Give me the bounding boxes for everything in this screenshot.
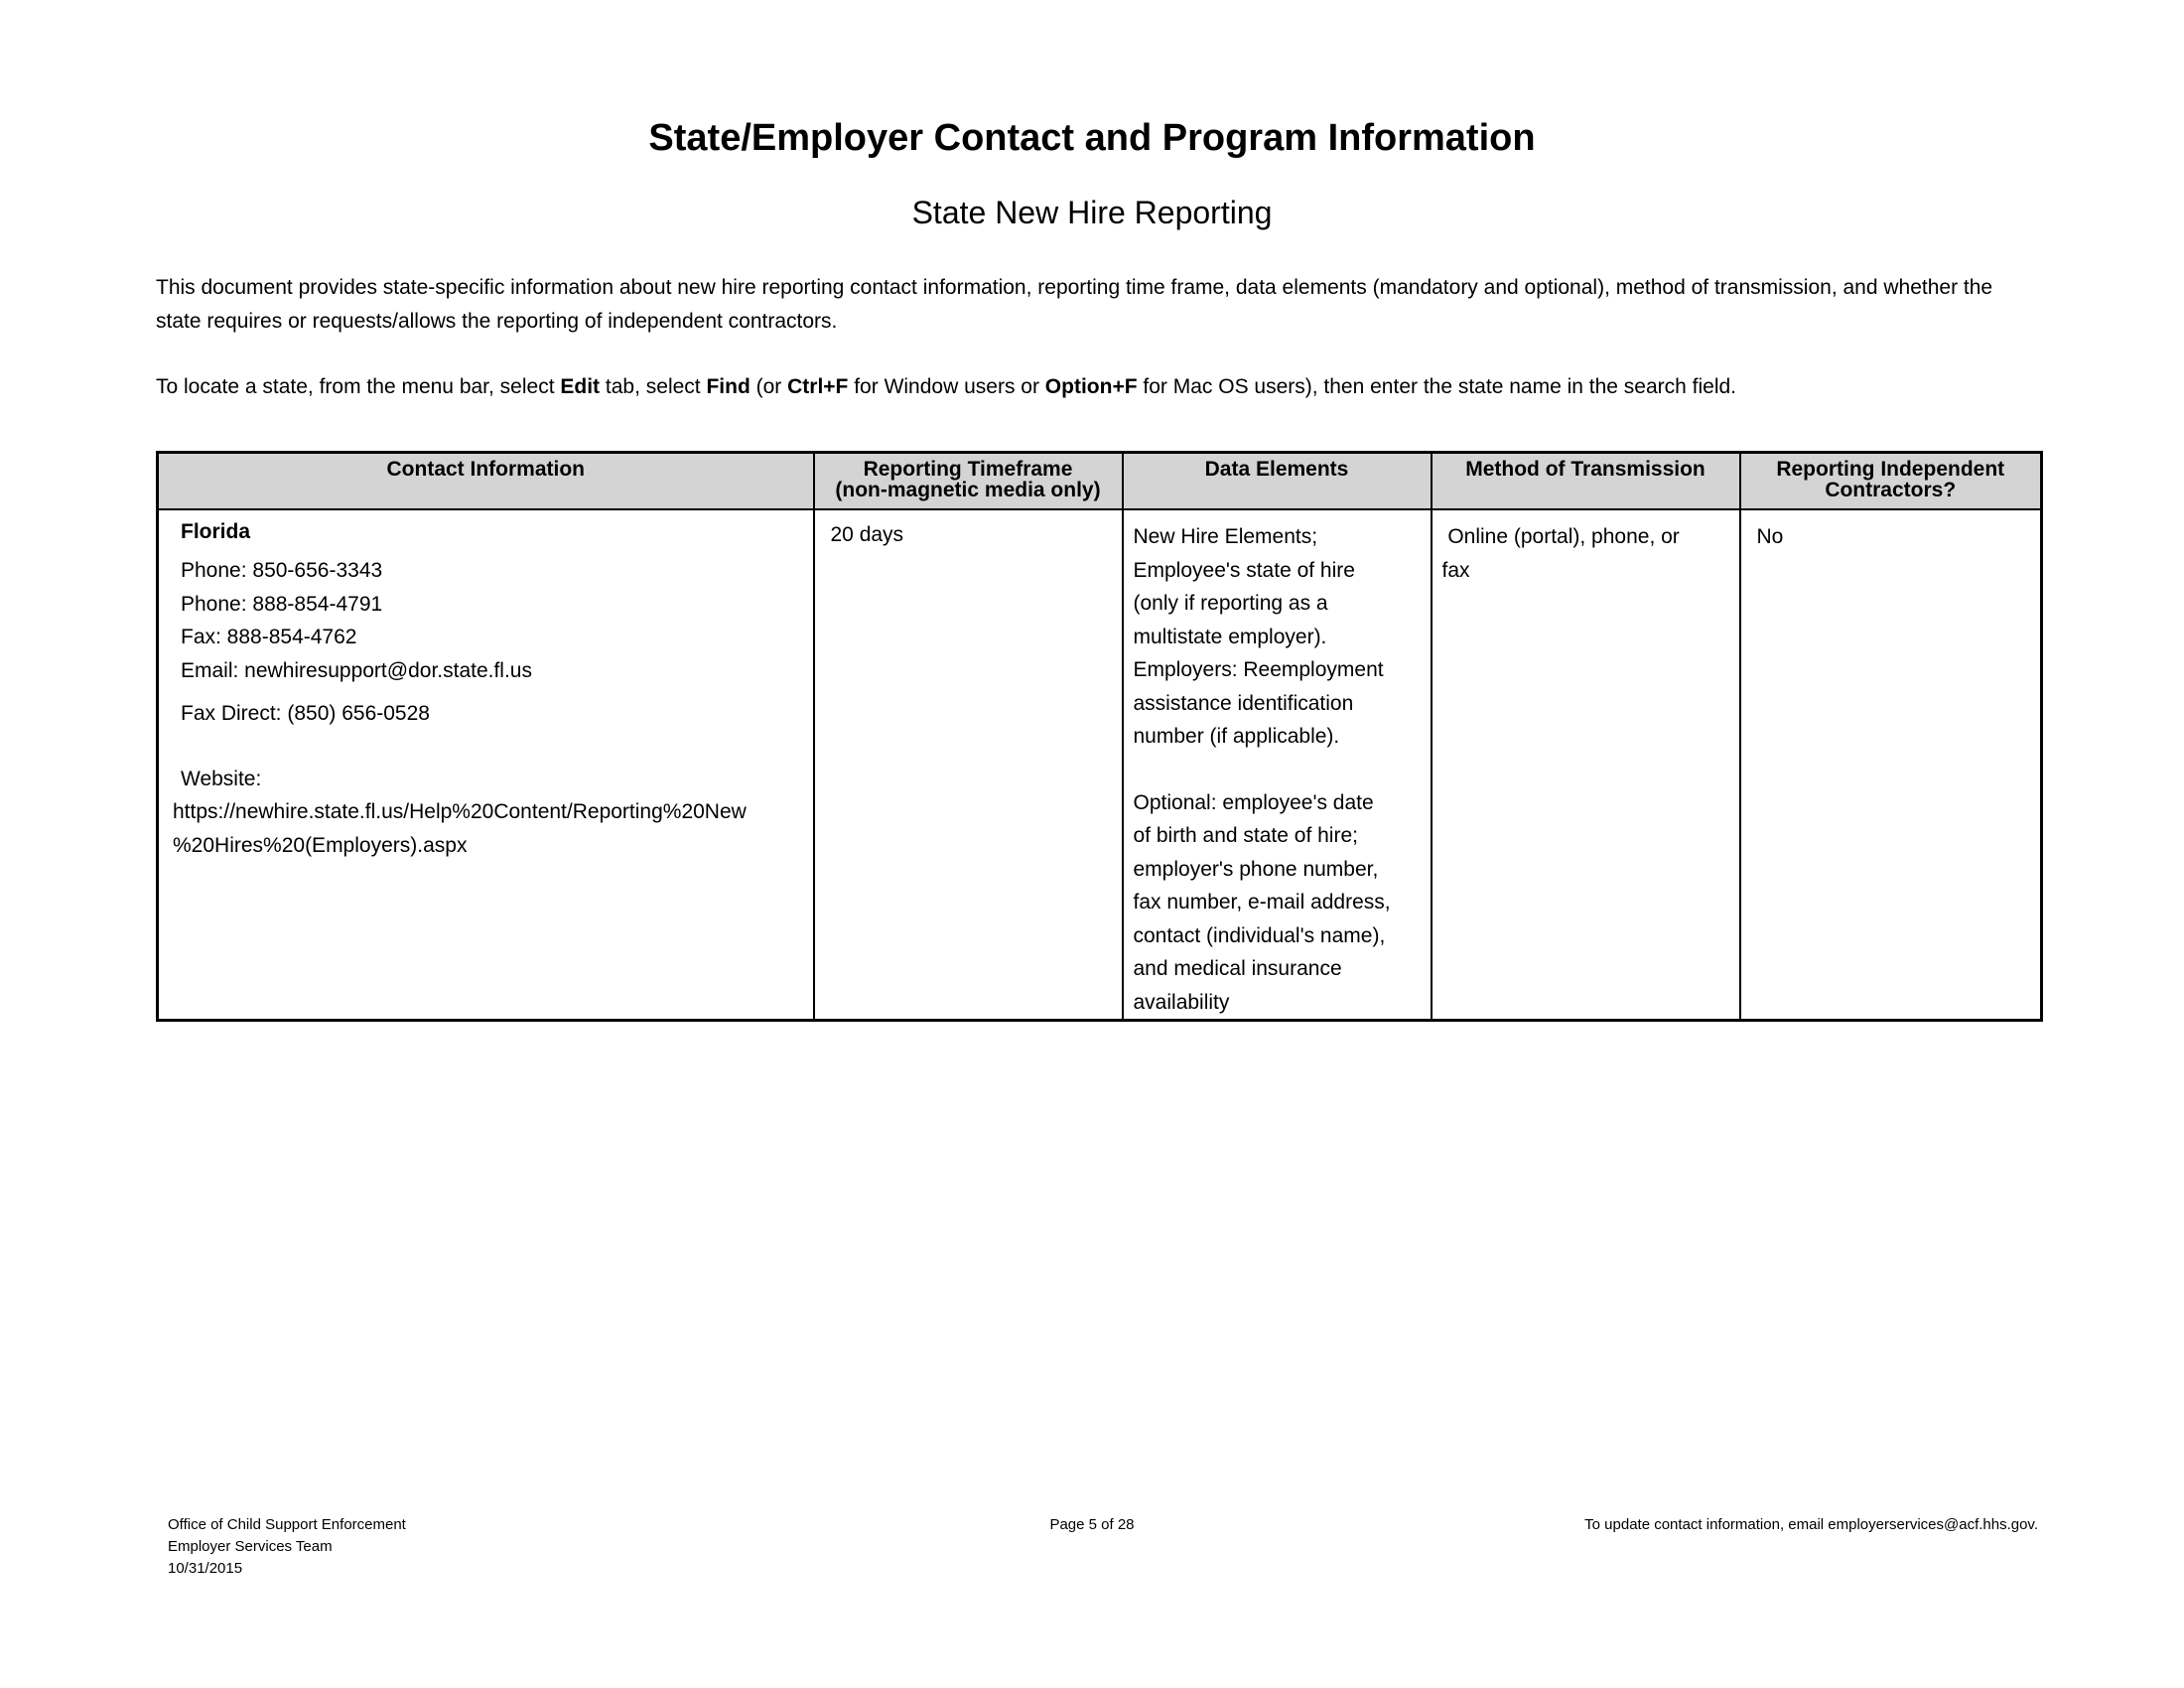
table-header-row	[158, 453, 2042, 510]
state-name: Florida	[181, 520, 251, 543]
contact-cell	[158, 509, 814, 1021]
header-method-of-transmission: Method of Transmission	[1432, 453, 1740, 510]
independent-cell	[1740, 509, 2042, 1021]
website-link[interactable]: https://newhire.state.fl.us/Help%20Content/Reporting%20New %20Hires%20(Employers).aspx	[173, 800, 747, 857]
locate-instructions	[156, 370, 2042, 404]
timeframe-value: 20 days	[830, 523, 904, 546]
fax-number: Fax: 888-854-4762	[181, 626, 357, 648]
method-line-1: Online (portal), phone, or	[1441, 525, 1680, 548]
locate-text-3: (or	[750, 375, 788, 398]
locate-text-1: To locate a state, from the menu bar, select	[156, 375, 561, 398]
intro-paragraph: This document provides state-specific information about new hire reporting contact information, reporting time frame, data elements (mandatory and optional), method of transmission, and whether the state requires or requests/allows the reporting of independent contractors.	[156, 276, 1993, 333]
timeframe-cell	[814, 509, 1123, 1021]
email-address[interactable]: Email: newhiresupport@dor.state.fl.us	[181, 658, 532, 682]
locate-text-5: for Mac OS users), then enter the state name in the search field.	[1137, 375, 1737, 398]
method-line-2: fax	[1441, 558, 1470, 582]
header-contact-information: Contact Information	[158, 453, 814, 510]
ctrl-f-keyword: Ctrl+F	[787, 375, 849, 398]
header-reporting-timeframe: Reporting Timeframe (non-magnetic media only)	[814, 453, 1123, 510]
phone-1: Phone: 850-656-3343	[181, 559, 383, 582]
header-data-elements: Data Elements	[1123, 453, 1432, 510]
page-title: State/Employer Contact and Program Information	[648, 117, 1536, 159]
find-keyword: Find	[706, 375, 751, 398]
state-info-table	[156, 451, 2043, 1022]
fax-direct: Fax Direct: (850) 656-0528	[181, 702, 430, 725]
option-f-keyword: Option+F	[1044, 375, 1138, 398]
footer-team: Employer Services Team	[168, 1538, 333, 1555]
phone-2: Phone: 888-854-4791	[181, 592, 383, 616]
page-number: Page 5 of 28	[1049, 1516, 1135, 1533]
table-row	[158, 509, 2042, 1021]
page-subtitle: State New Hire Reporting	[911, 195, 1273, 230]
website-label: Website:	[181, 767, 262, 790]
locate-text-4: for Window users or	[848, 375, 1045, 398]
header-independent-contractors: Reporting Independent Contractors?	[1740, 453, 2042, 510]
independent-value: No	[1756, 525, 1784, 548]
method-cell	[1432, 509, 1740, 1021]
edit-keyword: Edit	[560, 375, 601, 398]
data-elements-cell	[1123, 509, 1432, 1021]
footer-update-note: To update contact information, email employerservices@acf.hhs.gov.	[1584, 1516, 2038, 1533]
data-elements-optional: Optional: employee's date of birth and state of hire; employer's phone number, fax number, e-mail address, contact (individual's name), and medical insurance availability	[1133, 790, 1391, 1014]
locate-text-2: tab, select	[600, 375, 707, 398]
footer-date: 10/31/2015	[168, 1560, 243, 1577]
footer-office: Office of Child Support Enforcement	[168, 1516, 406, 1533]
data-elements-required: New Hire Elements; Employee's state of hire (only if reporting as a multistate employer). Employers: Reemployment assistance identification number (if applicable).	[1133, 525, 1384, 748]
